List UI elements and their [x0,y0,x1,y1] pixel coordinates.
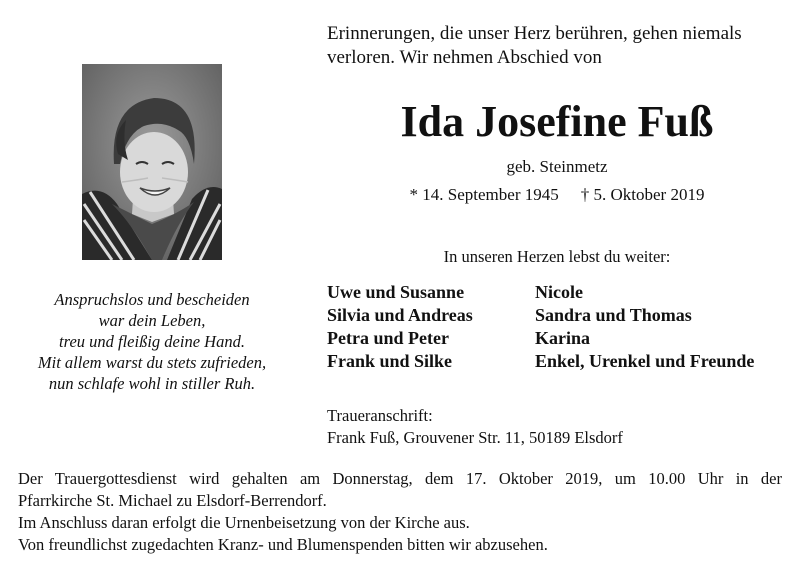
service-line-2: Pfarrkirche St. Michael zu Elsdorf-Berrendorf. [18,491,327,510]
death-date: † 5. Oktober 2019 [580,185,705,204]
hearts-line: In unseren Herzen lebst du weiter: [443,247,671,266]
address-label: Traueranschrift: [327,406,433,425]
intro-line-2: verloren. Wir nehmen Abschied von [327,47,602,68]
poem-line: treu und fleißig deine Hand. [59,332,245,351]
poem-line: Mit allem warst du stets zufrieden, [37,353,267,372]
birth-date: * 14. September 1945 [409,185,559,204]
mourner-item: Uwe und Susanne [327,282,465,302]
portrait-photo [82,64,222,260]
mourner-item: Enkel, Urenkel und Freunde [535,351,755,371]
mourner-item: Silvia und Andreas [327,305,473,325]
poem-line: nun schlafe wohl in stiller Ruh. [48,374,256,393]
mourner-item: Nicole [535,282,583,302]
service-line-3: Im Anschluss daran erfolgt die Urnenbeisetzung von der Kirche aus. [18,513,470,532]
service-info [18,468,782,556]
intro-text [327,22,787,70]
service-line-1: Der Trauergottesdienst wird gehalten am Donnerstag, dem 17. Oktober 2019, um 10.00 Uhr in der [18,469,782,488]
mourners-left [327,281,473,373]
mourning-address [327,405,623,449]
intro-line-1: Erinnerungen, die unser Herz berühren, gehen niemals [327,23,742,44]
mourners-right [535,281,754,373]
poem-line: war dein Leben, [98,311,206,330]
mourner-item: Sandra und Thomas [535,305,692,325]
poem [18,289,286,394]
poem-line: Anspruchslos und bescheiden [54,290,250,309]
mourner-item: Frank und Silke [327,351,453,371]
deceased-name: Ida Josefine Fuß [400,97,714,146]
mourner-item: Petra und Peter [327,328,449,348]
life-dates [327,183,787,207]
portrait-photo-image [82,64,222,260]
address-value: Frank Fuß, Grouvener Str. 11, 50189 Elsdorf [327,428,623,447]
service-line-4: Von freundlichst zugedachten Kranz- und Blumenspenden bitten wir abzusehen. [18,535,548,554]
birth-name: geb. Steinmetz [506,157,608,176]
mourner-item: Karina [535,328,591,348]
